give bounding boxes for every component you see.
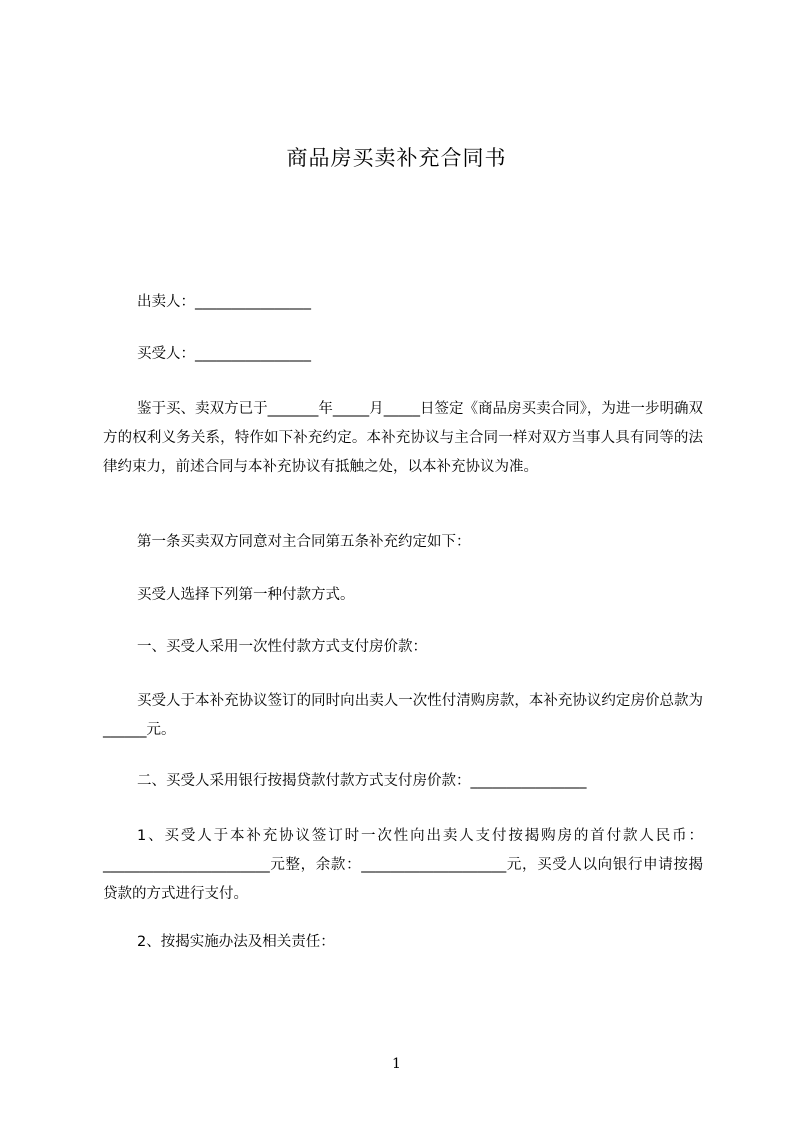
lump-sum-paragraph: 买受人于本补充协议签订的同时向出卖人一次性付清购房款，本补充协议约定房价总款为______元。 xyxy=(103,693,703,738)
article-one-heading: 第一条买卖双方同意对主合同第五条补充约定如下： xyxy=(137,534,471,550)
lump-sum-heading: 一、买受人采用一次性付款方式支付房价款： xyxy=(137,639,427,655)
buyer-line: 买受人：________________ xyxy=(137,346,311,362)
page-number: 1 xyxy=(392,1056,401,1072)
payment-choice-paragraph: 买受人选择下列第一种付款方式。 xyxy=(137,587,355,603)
document-title: 商品房买卖补充合同书 xyxy=(286,146,507,170)
seller-line: 出卖人：________________ xyxy=(137,294,311,310)
mortgage-heading: 二、买受人采用银行按揭贷款付款方式支付房价款：________________ xyxy=(137,773,587,789)
preamble-paragraph: 鉴于买、卖双方已于_______年_____月_____日签定《商品房买卖合同》，为进一步明确双方的权利义务关系，特作如下补充约定。本补充协议与主合同一样对双方当事人具有同等的法律约束力，前述合同与本补充协议有抵触之处，以本补充协议为准。 xyxy=(103,401,703,475)
mortgage-item-2: 2、按揭实施办法及相关责任： xyxy=(137,934,335,950)
mortgage-item-1: 1、买受人于本补充协议签订时一次性向出卖人支付按揭购房的首付款人民币：_______________________元整，余款：____________________元，买受人以向银行申请按揭贷款的方式进行支付。 xyxy=(103,828,703,902)
